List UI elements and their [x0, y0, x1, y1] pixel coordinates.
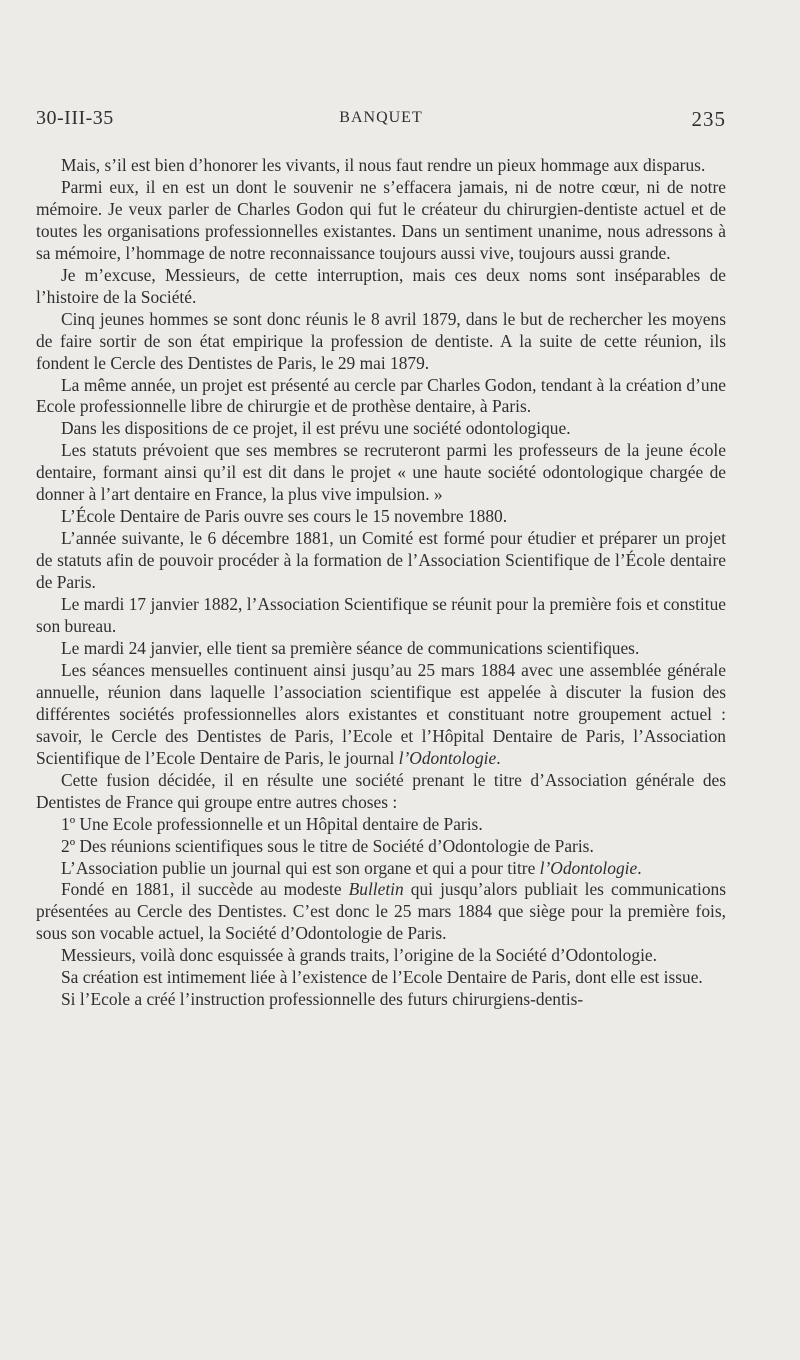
- paragraph: Dans les dispositions de ce projet, il est prévu une société odontologique.: [61, 418, 571, 439]
- paragraph: Sa création est intimement liée à l’existence de l’Ecole Dentaire de Paris, dont elle est issue.: [61, 967, 703, 988]
- paragraph-text: L’Association publie un journal qui est son organe et qui a pour titre: [61, 857, 540, 878]
- page-header: [36, 107, 726, 137]
- paragraph: L’année suivante, le 6 décembre 1881, un Comité est formé pour étudier et préparer un projet de statuts afin de pouvoir procéder à la formation de l’Association Scientifique de l’École dentaire de Paris.: [36, 528, 726, 593]
- paragraph: Messieurs, voilà donc esquissée à grands traits, l’origine de la Société d’Odontologie.: [61, 945, 657, 966]
- bulletin-title: Bulletin: [348, 879, 404, 900]
- paragraph: L’École Dentaire de Paris ouvre ses cours le 15 novembre 1880.: [61, 506, 508, 527]
- paragraph-text: Les séances mensuelles continuent ainsi jusqu’au 25 mars 1884 avec une assemblée générale annuelle, réunion dans laquelle l’association scientifique est appelée à discuter la fusion des différentes sociétés professionnelles alors existantes et constituant notre groupement actuel : savoir, le Cercle des Dentistes de Paris, l’Ecole et l’Hôpital Dentaire de Paris, l’Association Scientifique de l’Ecole Dentaire de Paris, le journal: [36, 659, 726, 768]
- paragraph-text: Fondé en 1881, il succède au modeste: [61, 879, 349, 900]
- paragraph: Le mardi 17 janvier 1882, l’Association Scientifique se réunit pour la première fois et constitue son bureau.: [36, 594, 726, 637]
- paragraph-text: .: [496, 747, 501, 768]
- paragraph: Si l’Ecole a créé l’instruction professionnelle des futurs chirurgiens-dentis-: [61, 989, 584, 1010]
- paragraph: Cette fusion décidée, il en résulte une société prenant le titre d’Association générale des Dentistes de France qui groupe entre autres choses :: [36, 769, 726, 812]
- paragraph: Mais, s’il est bien d’honorer les vivants, il nous faut rendre un pieux hommage aux disparus.: [61, 155, 706, 175]
- paragraph: Le mardi 24 janvier, elle tient sa première séance de communications scientifiques.: [61, 637, 640, 658]
- header-date: 30-III-35: [36, 107, 114, 129]
- paragraph: La même année, un projet est présenté au cercle par Charles Godon, tendant à la création d’une Ecole professionnelle libre de chirurgie et de prothèse dentaire, à Paris.: [36, 374, 726, 417]
- paragraph: Les statuts prévoient que ses membres se recruteront parmi les professeurs de la jeune école dentaire, formant ainsi qu’il est dit dans le projet « une haute société odontologique chargée de donner à l’art dentaire en France, la plus vive impulsion. »: [36, 440, 726, 505]
- body-text: [36, 155, 726, 1011]
- paragraph: 2º Des réunions scientifiques sous le titre de Société d’Odontologie de Paris.: [61, 835, 594, 856]
- journal-title: l’Odontologie: [398, 747, 497, 768]
- paragraph: [36, 858, 726, 880]
- paragraph: [36, 879, 726, 945]
- paragraph: Cinq jeunes hommes se sont donc réunis le 8 avril 1879, dans le but de rechercher les moyens de faire sortir de son état empirique la profession de dentiste. A la suite de cette réunion, ils fondent le Cercle des Dentistes de Paris, le 29 mai 1879.: [36, 308, 726, 373]
- paragraph: 1º Une Ecole professionnelle et un Hôpital dentaire de Paris.: [61, 813, 483, 834]
- paragraph: [36, 660, 726, 770]
- page-number: 235: [691, 107, 726, 131]
- paragraph: Parmi eux, il en est un dont le souvenir ne s’effacera jamais, ni de notre cœur, ni de notre mémoire. Je veux parler de Charles Godon qui fut le créateur du chirurgien-dentiste actuel et de toutes les organisations professionnelles existantes. Dans un sentiment unanime, nous adressons à sa mémoire, l’hommage de notre reconnaissance toujours aussi vive, toujours aussi grande.: [36, 176, 726, 263]
- paragraph: Je m’excuse, Messieurs, de cette interruption, mais ces deux noms sont inséparables de l’histoire de la Société.: [36, 264, 726, 307]
- paragraph-text: qui jusqu’alors publiait les communications présentées au Cercle des Dentistes. C’est donc le 25 mars 1884 que siège pour la première fois, sous son vocable actuel, la Société d’Odontologie de Paris.: [36, 879, 726, 944]
- header-title: BANQUET: [339, 109, 423, 126]
- paragraph-text: .: [637, 857, 642, 878]
- journal-title: l’Odontologie: [539, 857, 638, 878]
